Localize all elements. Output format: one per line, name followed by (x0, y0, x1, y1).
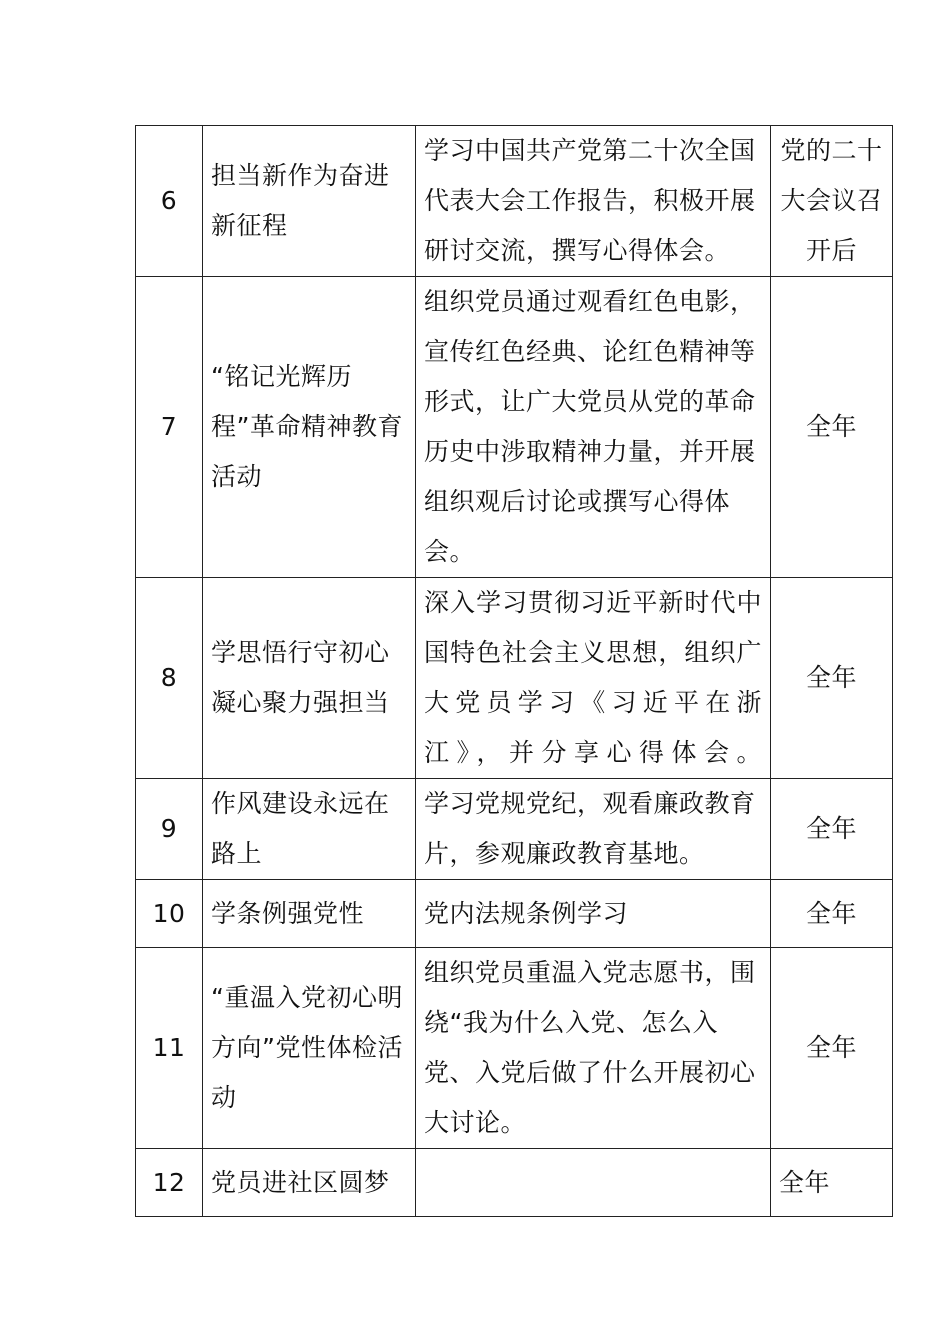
activity-content: 学习党规党纪，观看廉政教育片，参观廉政教育基地。 (416, 779, 771, 880)
activity-theme: 党员进社区圆梦 (203, 1149, 416, 1217)
activity-time: 全年 (771, 277, 893, 578)
table-row (136, 126, 893, 277)
row-number: 6 (136, 126, 203, 277)
activity-theme: “铭记光辉历程”革命精神教育活动 (203, 277, 416, 578)
row-number: 9 (136, 779, 203, 880)
activity-time: 全年 (771, 578, 893, 779)
activity-theme: 学思悟行守初心凝心聚力强担当 (203, 578, 416, 779)
table-row (136, 880, 893, 948)
activity-theme: 作风建设永远在路上 (203, 779, 416, 880)
activity-content: 组织党员重温入党志愿书，围绕“我为什么入党、怎么入党、入党后做了什么开展初心大讨论。 (416, 948, 771, 1149)
activity-plan-table (135, 125, 893, 1217)
activity-time: 全年 (771, 1149, 893, 1217)
row-number: 10 (136, 880, 203, 948)
activity-theme: “重温入党初心明方向”党性体检活动 (203, 948, 416, 1149)
activity-content: 深入学习贯彻习近平新时代中国特色社会主义思想，组织广大党员学习《习近平在浙江》，并分享心得体会。 (416, 578, 771, 779)
activity-theme: 学条例强党性 (203, 880, 416, 948)
activity-theme: 担当新作为奋进新征程 (203, 126, 416, 277)
row-number: 12 (136, 1149, 203, 1217)
activity-time: 全年 (771, 779, 893, 880)
activity-time: 全年 (771, 948, 893, 1149)
table-row (136, 578, 893, 779)
row-number: 7 (136, 277, 203, 578)
row-number: 8 (136, 578, 203, 779)
activity-time: 党的二十大会议召开后 (771, 126, 893, 277)
activity-content: 学习中国共产党第二十次全国代表大会工作报告，积极开展研讨交流，撰写心得体会。 (416, 126, 771, 277)
row-number: 11 (136, 948, 203, 1149)
table-row (136, 779, 893, 880)
activity-time: 全年 (771, 880, 893, 948)
activity-content: 组织党员通过观看红色电影，宣传红色经典、论红色精神等形式，让广大党员从党的革命历史中涉取精神力量，并开展组织观后讨论或撰写心得体会。 (416, 277, 771, 578)
activity-content (416, 1149, 771, 1217)
table-row (136, 1149, 893, 1217)
activity-content: 党内法规条例学习 (416, 880, 771, 948)
table-row (136, 948, 893, 1149)
table-row (136, 277, 893, 578)
